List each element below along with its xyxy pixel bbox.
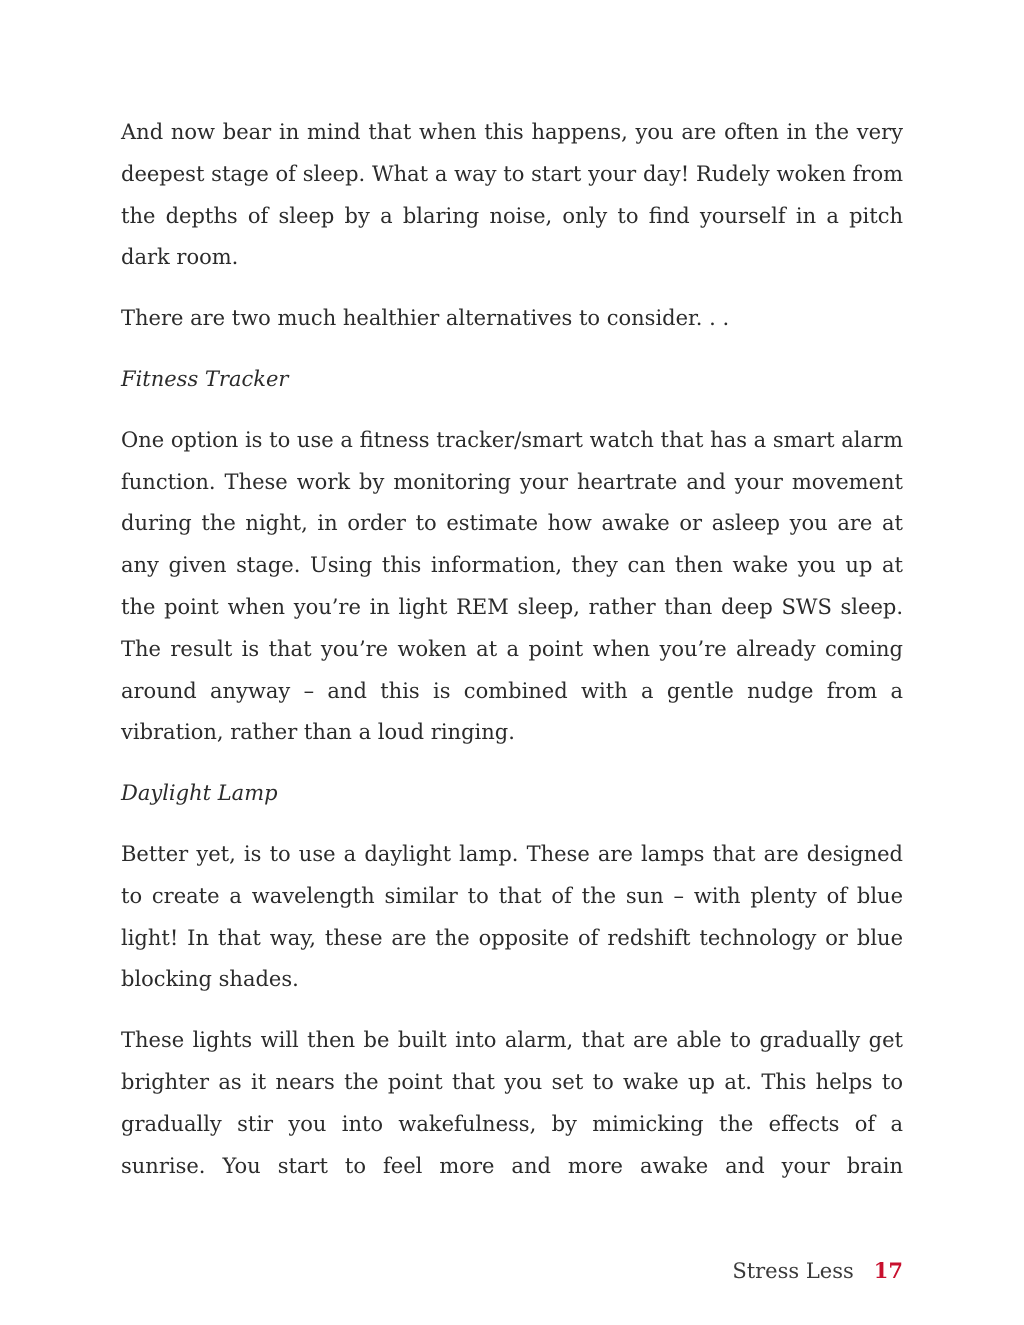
paragraph-daylight-lamp: Better yet, is to use a daylight lamp. These are lamps that are designed to create a wavelength similar to that of the sun – with plenty of blue light! In that way, these are the opposite of redshift technology or blue blocking shades. (121, 841, 903, 992)
page-number: 17 (873, 1258, 903, 1283)
paragraph-alternatives: There are two much healthier alternatives to consider. . . (121, 306, 730, 331)
heading-fitness-tracker: Fitness Tracker (121, 366, 289, 391)
paragraph-wake-up-intro: And now bear in mind that when this happens, you are often in the very deepest stage of sleep. What a way to start your day! Rudely woken from the depths of sleep by a blaring noise, only to find yourself in a pitch dark room. (121, 120, 903, 270)
page-footer (732, 1256, 903, 1286)
paragraph-sunrise-alarm: These lights will then be built into alarm, that are able to gradually get brighter as it nears the point that you set to wake up at. This helps to gradually stir you into wakefulness, by mimicking the effects of a sunrise. You start to feel more and more awake and your brain (121, 1028, 903, 1178)
page-body (121, 112, 903, 1187)
footer-book-title: Stress Less (732, 1259, 854, 1283)
paragraph-fitness-tracker: One option is to use a fitness tracker/smart watch that has a smart alarm function. These work by monitoring your heartrate and your movement during the night, in order to estimate how awake or asleep you are at any given stage. Using this information, they can then wake you up at the point when you’re in light REM sleep, rather than deep SWS sleep. The result is that you’re woken at a point when you’re already coming around anyway – and this is combined with a gentle nudge from a vibration, rather than a loud ringing. (121, 427, 903, 745)
heading-daylight-lamp: Daylight Lamp (121, 781, 278, 806)
